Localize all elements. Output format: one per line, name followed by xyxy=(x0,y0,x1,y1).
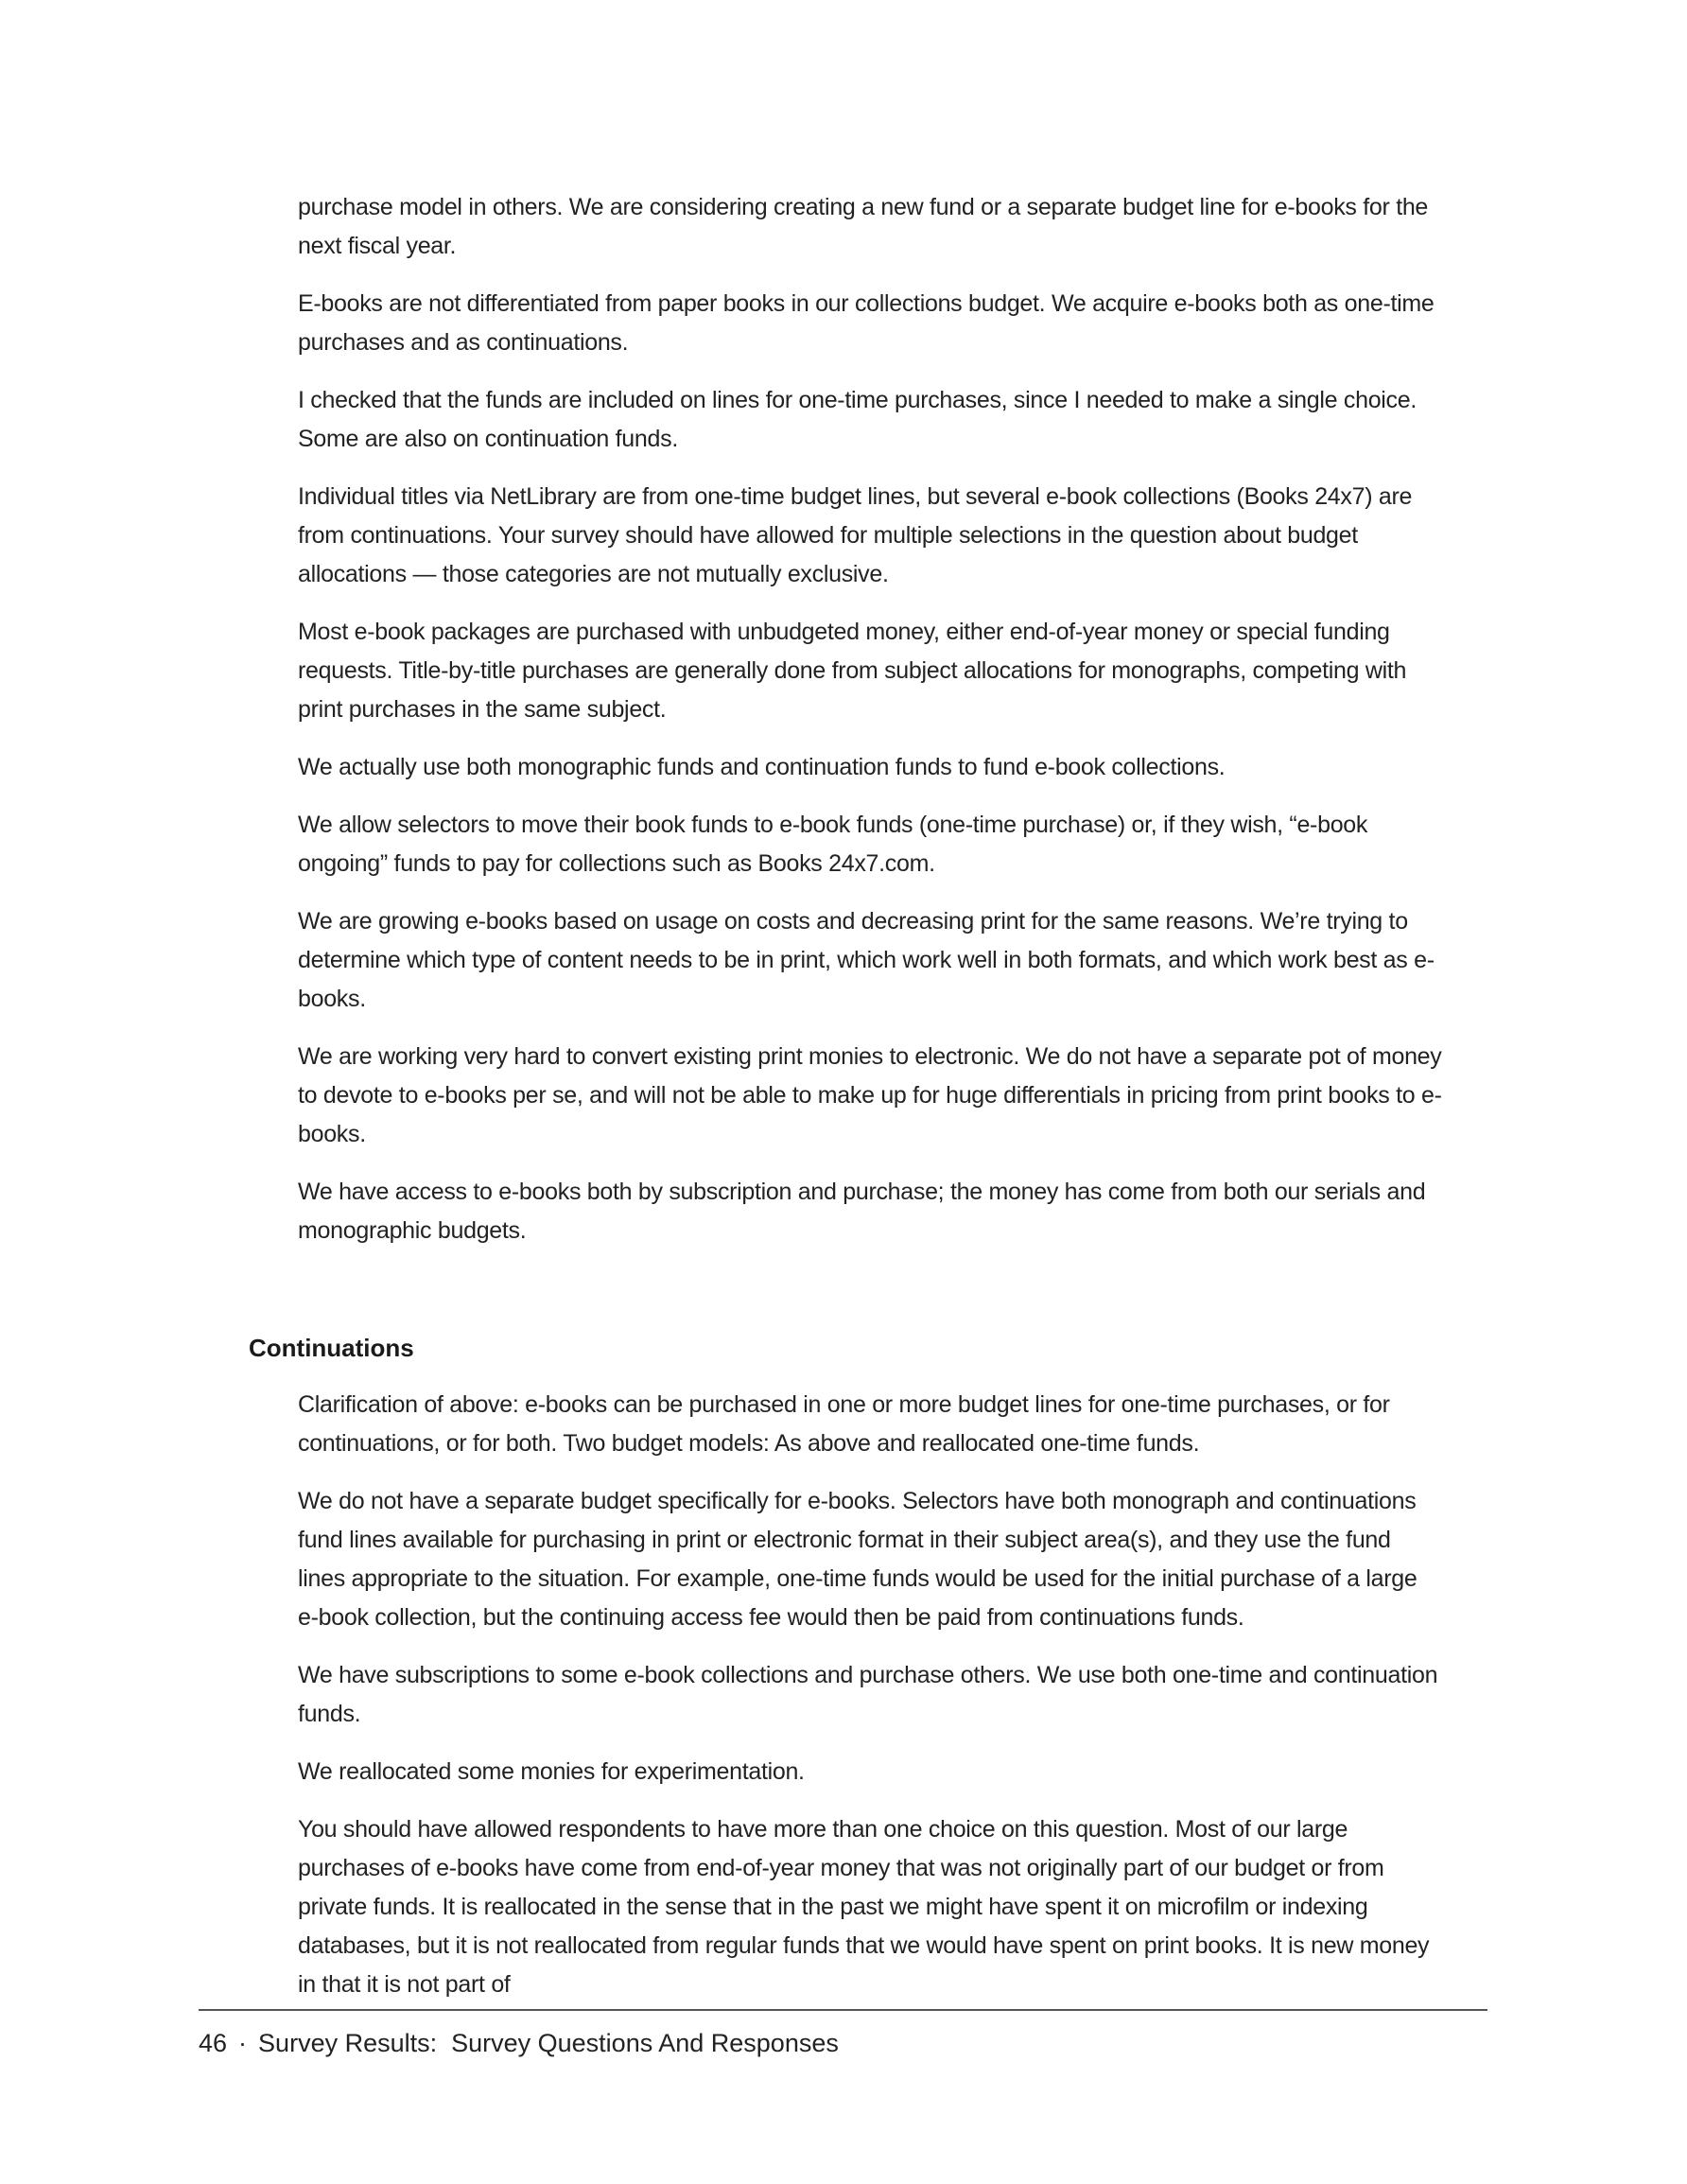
paragraph: We have access to e-books both by subscription and purchase; the money has come from both our serials and monographic budgets. xyxy=(298,1179,1426,1244)
paragraph: Most e-book packages are purchased with unbudgeted money, either end-of-year money or special funding requests. Title-by-title purchases are generally done from subject allocations for monographs, competing with print purchases in the same subject. xyxy=(298,619,1407,723)
section-heading: Continuations xyxy=(249,1334,414,1362)
paragraph: We allow selectors to move their book funds to e-book funds (one-time purchase) or, if they wish, “e-book ongoing” funds to pay for collections such as Books 24x7.com. xyxy=(298,812,1368,877)
paragraph: We actually use both monographic funds and continuation funds to fund e-book collections. xyxy=(298,754,1226,780)
top-paragraphs xyxy=(298,188,1442,1269)
paragraph: We have subscriptions to some e-book collections and purchase others. We use both one-time and continuation funds. xyxy=(298,1662,1438,1727)
paragraph: We do not have a separate budget specifically for e-books. Selectors have both monograph and continuations fund lines available for purchasing in print or electronic format in their subject area(s), and they use the fund lines appropriate to the situation. For example, one-time funds would be used for the initial purchase of a large e-book collection, but the continuing access fee would then be paid from continuations funds. xyxy=(298,1488,1417,1631)
paragraph: We reallocated some monies for experimentation. xyxy=(298,1758,805,1785)
section-paragraphs xyxy=(298,1386,1442,2023)
footer-divider xyxy=(199,2009,1487,2011)
paragraph: I checked that the funds are included on lines for one-time purchases, since I needed to make a single choice. Some are also on continuation funds. xyxy=(298,387,1417,452)
paragraph: Clarification of above: e-books can be purchased in one or more budget lines for one-time purchases, or for continuations, or for both. Two budget models: As above and reallocated one-time funds. xyxy=(298,1391,1390,1457)
paragraph: purchase model in others. We are considering creating a new fund or a separate budget line for e-books for the next fiscal year. xyxy=(298,194,1429,259)
page-footer xyxy=(199,2026,839,2060)
running-title: Survey Results: Survey Questions And Responses xyxy=(258,2029,839,2057)
footer-separator: · xyxy=(238,2029,248,2057)
paragraph: E-books are not differentiated from paper books in our collections budget. We acquire e-books both as one-time purchases and as continuations. xyxy=(298,290,1435,356)
paragraph: Individual titles via NetLibrary are from one-time budget lines, but several e-book collections (Books 24x7) are from continuations. Your survey should have allowed for multiple selections in the question about budget allocations — those categories are not mutually exclusive. xyxy=(298,483,1413,587)
paragraph: We are working very hard to convert existing print monies to electronic. We do not have a separate pot of money to devote to e-books per se, and will not be able to make up for huge differentials in pricing from print books to e-books. xyxy=(298,1043,1442,1147)
paragraph: You should have allowed respondents to have more than one choice on this question. Most of our large purchases of e-books have come from end-of-year money that was not originally part of our budget or from private funds. It is reallocated in the sense that in the past we might have spent it on microfilm or indexing databases, but it is not reallocated from regular funds that we would have spent on print books. It is new money in that it is not part of xyxy=(298,1816,1430,1998)
paragraph: We are growing e-books based on usage on costs and decreasing print for the same reasons. We’re trying to determine which type of content needs to be in print, which work well in both formats, and which work best as e-books. xyxy=(298,908,1435,1012)
page-number: 46 xyxy=(199,2029,228,2057)
